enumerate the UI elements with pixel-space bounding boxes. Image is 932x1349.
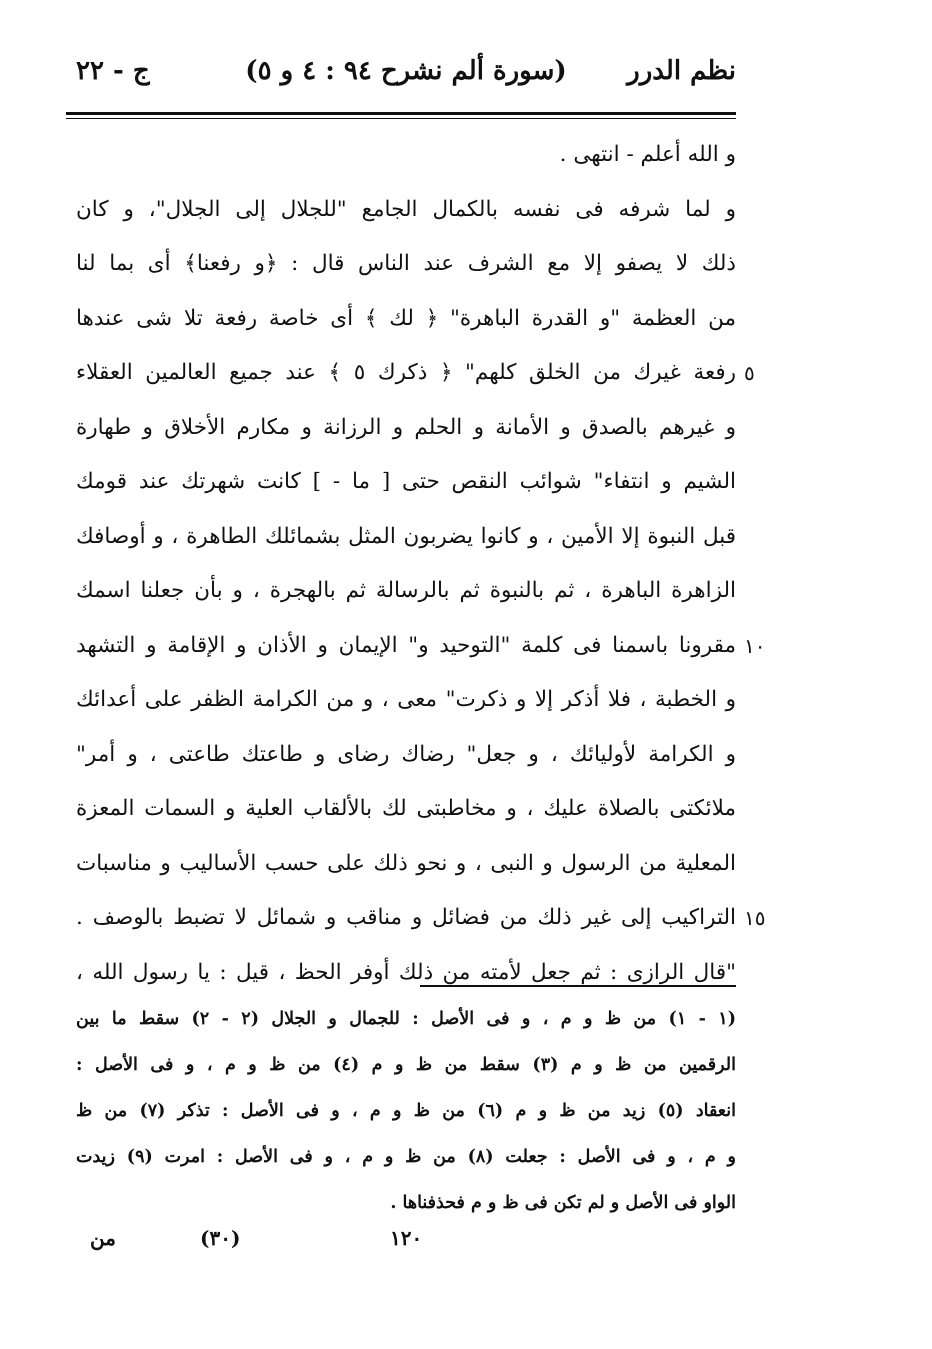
text-line (76, 619, 766, 674)
text-line (76, 183, 736, 238)
text-line (76, 292, 736, 347)
footnote-line: انعقاد (٥) زيد من ظ و م (٦) من ظ و م ، و فى الأصل : تذكر (٧) من ظ (76, 1101, 736, 1121)
header-rule-thick (66, 112, 736, 115)
line-text: "قال الرازى : ثم جعل لأمته من ذلك أوفر الحظ ، قيل : يا رسول الله ، (76, 959, 736, 985)
text-line (76, 455, 736, 510)
footnote-line: (١ - ١) من ظ و م ، و فى الأصل : للجمال و الجلال (٢ - ٢) سقط ما بين (76, 1009, 736, 1029)
text-line (76, 346, 755, 401)
text-line (76, 673, 736, 728)
text-line (76, 946, 736, 1001)
text-line (76, 837, 736, 892)
footnote-line: الواو فى الأصل و لم تكن فى ظ و م فحذفناها . (390, 1193, 736, 1213)
footnotes (76, 996, 736, 1226)
main-text (76, 128, 766, 1000)
text-line (76, 728, 736, 783)
line-text: ذلك لا يصفو إلا مع الشرف عند الناس قال : ﴿و رفعنا﴾ أى بما لنا (76, 251, 736, 276)
line-number: ١٠ (744, 633, 766, 658)
text-line (76, 782, 736, 837)
line-text: من العظمة "و القدرة الباهرة" ﴿ لك ﴾ أى خاصة رفعة تلا شى عندها (76, 305, 736, 331)
line-text: ملائكتى بالصلاة عليك ، و مخاطبتى لك بالألقاب العلية و السمات المعزة (76, 796, 736, 821)
surah-reference: (سورة ألم نشرح ٩٤ : ٤ و ٥) (245, 56, 567, 86)
line-text: المعلية من الرسول و النبى ، و نحو ذلك على حسب الأساليب و مناسبات (76, 850, 736, 876)
line-text: الشيم و انتفاء" شوائب النقص حتى [ ما - ] كانت شهرتك عند قومك (76, 469, 736, 494)
line-text: الزاهرة الباهرة ، ثم بالنبوة ثم بالرسالة ثم بالهجرة ، و بأن جعلنا اسمك (76, 578, 736, 603)
line-number: ٥ (744, 361, 755, 385)
line-text: و الكرامة لأوليائك ، و جعل" رضاك رضاى و طاعتك طاعتى ، و أمر" (76, 741, 736, 767)
text-line (76, 891, 766, 946)
signature-mark: (٣٠) (200, 1226, 241, 1250)
text-line (76, 128, 736, 183)
footnote-line: و م ، و فى الأصل : جعلت (٨) من ظ و م ، و فى الأصل : امرت (٩) زيدت (76, 1147, 737, 1167)
header-rule-thin (66, 118, 736, 119)
line-text: و لما شرفه فى نفسه بالكمال الجامع "للجلال إلى الجلال"، و كان (76, 196, 736, 222)
line-text: رفعة غيرك من الخلق كلهم" ﴿ ذكرك ٥ ﴾ عند جميع العالمين العقلاء (76, 360, 737, 385)
running-header (76, 56, 736, 96)
line-text: و الخطبة ، فلا أذكر إلا و ذكرت" معى ، و من الكرامة الظفر على أعدائك (76, 687, 736, 712)
page-footer (90, 1226, 490, 1262)
line-text: و الله أعلم - انتهى . (559, 142, 736, 167)
page-number: ١٢٠ (390, 1226, 423, 1250)
footnote-line: الرقمين من ظ و م (٣) سقط من ظ و م (٤) من ظ و م ، و فى الأصل : (76, 1055, 736, 1075)
volume-reference: ج - ٢٢ (76, 56, 150, 86)
line-text: قبل النبوة إلا الأمين ، و كانوا يضربون المثل بشمائلك الطاهرة ، و أوصافك (76, 523, 736, 549)
catchword: من (90, 1226, 116, 1250)
footnote-separator (420, 985, 736, 987)
line-number: ١٥ (744, 906, 766, 930)
line-text: التراكيب إلى غير ذلك من فضائل و مناقب و شمائل لا تضبط بالوصف . (76, 905, 736, 930)
text-line (76, 401, 736, 456)
text-line (76, 237, 736, 292)
book-title: نظم الدرر (627, 56, 736, 86)
line-text: مقرونا باسمنا فى كلمة "التوحيد و" الإيمان و الأذان و الإقامة و التشهد (76, 632, 736, 658)
text-line (76, 510, 736, 565)
text-line (76, 564, 736, 619)
line-text: و غيرهم بالصدق و الأمانة و الحلم و الرزانة و مكارم الأخلاق و طهارة (76, 414, 736, 440)
